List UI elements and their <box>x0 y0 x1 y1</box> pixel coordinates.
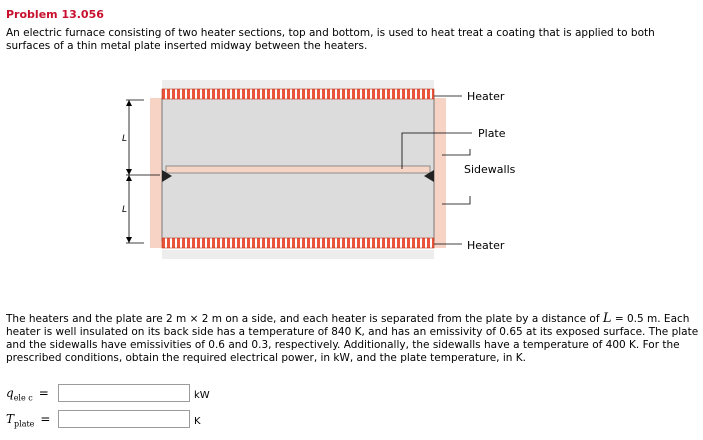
dimension-l-top: L <box>122 134 128 144</box>
symbol-l: L <box>602 311 612 326</box>
dimension-l-bottom: L <box>122 205 128 215</box>
heater-bottom-label: Heater <box>467 239 505 252</box>
right-sidewall <box>434 98 446 248</box>
left-sidewall <box>150 98 162 248</box>
problem-intro: An electric furnace consisting of two heater sections, top and bottom, is used to heat treat a coating that is applied to both surfaces of a thin metal plate inserted midway between the heaters. <box>6 27 655 52</box>
problem-title: Problem 13.056 <box>6 8 104 21</box>
power-input[interactable] <box>58 384 190 402</box>
problem-body-part2: = 0.5 m. Each heater is well insulated on its back side has a temperature of 840 K, and has an emissivity of 0.65 at its exposed surface. The plate and the sidewalls have emissivities of 0.6 and 0.3, respectively. Additionally, the sidewalls have a temperature of 400 K. For the prescribed conditions, obtain the required electrical power, in kW, and the plate temperature, in K. <box>6 313 699 364</box>
power-label: $q_{ele c}$ = <box>6 386 49 403</box>
heater-top-label: Heater <box>467 90 505 103</box>
plate <box>166 166 430 173</box>
plate-label: Plate <box>478 127 506 140</box>
top-insulation <box>162 80 434 89</box>
temperature-label: $T_{plate}$ = <box>6 412 51 429</box>
power-unit: kW <box>194 390 210 401</box>
problem-body-part1: The heaters and the plate are 2 m × 2 m on a side, and each heater is separated from the plate by a distance of <box>6 313 603 325</box>
bottom-insulation <box>162 250 434 259</box>
sidewalls-label: Sidewalls <box>464 163 516 176</box>
furnace-diagram <box>112 78 532 268</box>
temperature-unit: K <box>194 416 201 427</box>
problem-body <box>6 312 700 365</box>
temperature-input[interactable] <box>58 410 190 428</box>
top-heater <box>162 89 434 99</box>
bottom-heater <box>162 238 434 248</box>
